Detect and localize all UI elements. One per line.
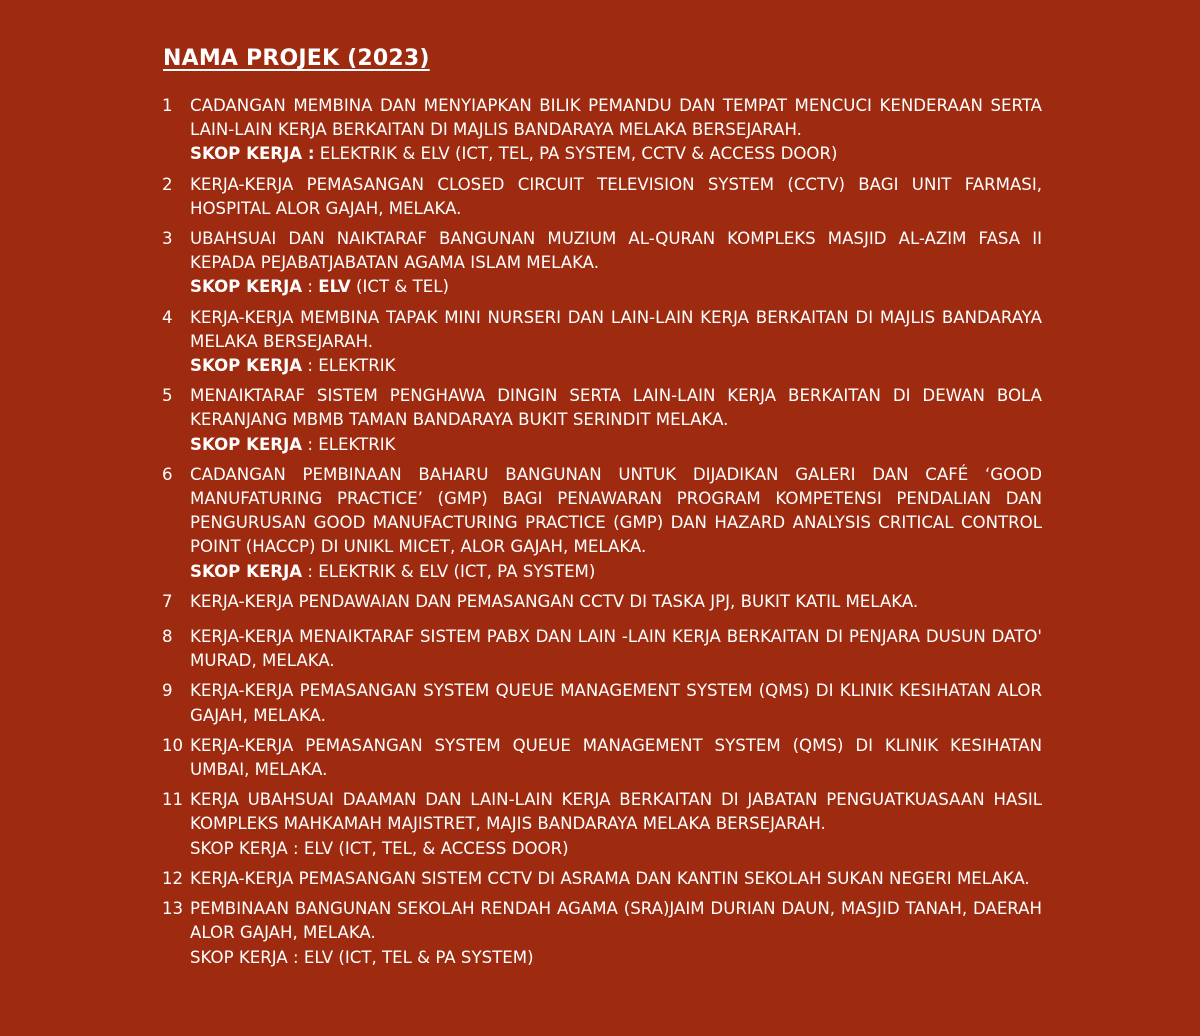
project-description: KERJA-KERJA PEMASANGAN SYSTEM QUEUE MANAGEMENT SYSTEM (QMS) DI KLINIK KESIHATAN ALOR GAJAH, MELAKA. [190,681,1042,725]
project-number: 8 [162,627,173,647]
project-item [162,227,1042,300]
project-item [162,897,1042,970]
project-description: CADANGAN PEMBINAAN BAHARU BANGUNAN UNTUK DIJADIKAN GALERI DAN CAFÉ ‘GOOD MANUFATURING PRACTICE’ (GMP) BAGI PENAWARAN PROGRAM KOMPETENSI PENDALIAN DAN PENGURUSAN GOOD MANUFACTURING PRACTICE (GMP) DAN HAZARD ANALYSIS CRITICAL CONTROL POINT (HACCP) DI UNIKL MICET, ALOR GAJAH, MELAKA. [190,464,1042,557]
project-number: 3 [162,229,173,249]
scope-separator: : [302,277,319,297]
project-item [162,94,1042,167]
scope-value: (ICT & TEL) [350,277,449,297]
project-list [162,94,1042,976]
project-scope [190,354,1042,378]
project-number: 11 [162,790,184,810]
project-scope [190,275,1042,299]
project-number: 1 [162,96,173,115]
project-number: 5 [162,386,173,406]
project-item [162,306,1042,379]
project-description: KERJA-KERJA PENDAWAIAN DAN PEMASANGAN CCTV DI TASKA JPJ, BUKIT KATIL MELAKA. [190,591,919,611]
project-description: KERJA-KERJA PEMASANGAN SISTEM CCTV DI ASRAMA DAN KANTIN SEKOLAH SUKAN NEGERI MELAKA. [190,868,1030,888]
project-number: 12 [162,868,184,888]
scope-label: SKOP KERJA [190,356,303,376]
project-scope [190,433,1042,457]
project-number: 13 [162,899,184,919]
project-item [162,679,1042,727]
project-description: KERJA-KERJA MENAIKTARAF SISTEM PABX DAN LAIN -LAIN KERJA BERKAITAN DI PENJARA DUSUN DATO' MURAD, MELAKA. [190,627,1042,671]
project-scope [190,560,1042,584]
project-description: KERJA-KERJA PEMASANGAN SYSTEM QUEUE MANAGEMENT SYSTEM (QMS) DI KLINIK KESIHATAN UMBAI, MELAKA. [190,735,1042,780]
project-number: 7 [162,591,173,611]
project-number: 10 [162,735,184,755]
project-description: KERJA-KERJA MEMBINA TAPAK MINI NURSERI DAN LAIN-LAIN KERJA BERKAITAN DI MAJLIS BANDARAYA MELAKA BERSEJARAH. [190,307,1042,351]
project-item [162,625,1042,673]
project-item [162,867,1042,891]
scope-label-elv: ELV [318,277,351,297]
project-number: 4 [162,307,173,327]
scope-label: SKOP KERJA : [190,144,315,164]
project-description: UBAHSUAI DAN NAIKTARAF BANGUNAN MUZIUM AL-QURAN KOMPLEKS MASJID AL-AZIM FASA II KEPADA PEJABATJABATAN AGAMA ISLAM MELAKA. [190,229,1042,273]
scope-value: ELEKTRIK & ELV (ICT, TEL, PA SYSTEM, CCTV & ACCESS DOOR) [314,144,838,164]
project-description: KERJA-KERJA PEMASANGAN CLOSED CIRCUIT TELEVISION SYSTEM (CCTV) BAGI UNIT FARMASI, HOSPITAL ALOR GAJAH, MELAKA. [190,174,1042,218]
project-item [162,384,1042,457]
project-description: MENAIKTARAF SISTEM PENGHAWA DINGIN SERTA LAIN-LAIN KERJA BERKAITAN DI DEWAN BOLA KERANJANG MBMB TAMAN BANDARAYA BUKIT SERINDIT MELAKA. [190,386,1042,430]
scope-value: : ELEKTRIK [302,356,396,376]
project-item [162,463,1042,584]
scope-value: : ELEKTRIK & ELV (ICT, PA SYSTEM) [302,561,596,581]
project-description: PEMBINAAN BANGUNAN SEKOLAH RENDAH AGAMA (SRA)JAIM DURIAN DAUN, MASJID TANAH, DAERAH ALOR GAJAH, MELAKA. [190,899,1042,943]
scope-label: SKOP KERJA [190,434,303,454]
page-title: NAMA PROJEK (2023) [163,46,430,71]
project-item [162,590,1042,614]
project-scope: SKOP KERJA : ELV (ICT, TEL & PA SYSTEM) [190,947,534,967]
scope-value: : ELEKTRIK [302,434,396,454]
project-number: 2 [162,174,173,194]
project-scope [190,142,1042,166]
scope-label: SKOP KERJA [190,561,303,581]
project-number: 9 [162,681,173,701]
project-scope: SKOP KERJA : ELV (ICT, TEL, & ACCESS DOOR) [190,838,569,858]
project-item [162,734,1042,782]
project-description: CADANGAN MEMBINA DAN MENYIAPKAN BILIK PEMANDU DAN TEMPAT MENCUCI KENDERAAN SERTA LAIN-LAIN KERJA BERKAITAN DI MAJLIS BANDARAYA MELAKA BERSEJARAH. [190,96,1042,140]
project-number: 6 [162,464,173,484]
project-item [162,788,1042,861]
project-item [162,173,1042,221]
project-description: KERJA UBAHSUAI DAAMAN DAN LAIN-LAIN KERJA BERKAITAN DI JABATAN PENGUATKUASAAN HASIL KOMPLEKS MAHKAMAH MAJISTRET, MAJIS BANDARAYA MELAKA BERSEJARAH. [190,790,1042,834]
scope-label: SKOP KERJA [190,277,303,297]
